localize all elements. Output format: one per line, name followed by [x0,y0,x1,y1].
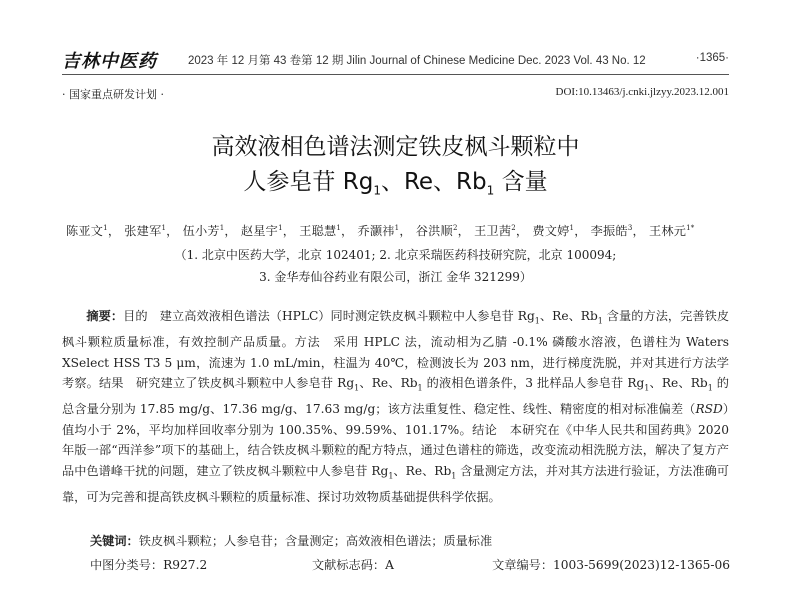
author: 张建军$^1$， [124,223,179,238]
journal-issue-info: 2023 年 12 月第 43 卷第 12 期 Jilin Journal of Chinese Medicine Dec. 2023 Vol. 43 No. 12 [188,55,646,67]
subscript: 1 [486,183,495,198]
author: 赵星宇$^1$， [240,223,296,238]
subscript: 1 [373,183,381,198]
keywords-value: 铁皮枫斗颗粒；人参皂苷；含量测定；高效液相色谱法；质量标准 [138,534,493,548]
classification-row [90,556,730,574]
running-header [62,50,729,70]
header-rule [62,74,729,75]
document-code: 文献标志码：A [312,558,394,572]
article-title [0,130,791,209]
keywords [90,532,730,549]
article-category: · 国家重点研发计划 · [62,88,164,101]
author: 费文婷$^1$， [532,223,587,238]
author-list [66,222,736,239]
abstract-label: 摘要： [86,309,124,323]
journal-logo: 吉林中医药 [62,51,157,72]
title-line-2 [0,165,791,209]
author: 李振皓$^3$， [590,223,645,238]
affiliation-line-2: 3. 金华寿仙谷药业有限公司，浙江 金华 321299） [259,270,532,284]
article-number: 文章编号：1003-5699(2023)12-1365-06 [492,558,730,572]
title-text: 人参皂苷 Rg [243,169,374,195]
doi[interactable]: DOI:10.13463/j.cnki.jlzyy.2023.12.001 [555,86,729,98]
author: 王林元$^{1*}$ [648,223,695,238]
author: 谷洪顺$^2$， [415,223,470,238]
keywords-label: 关键词： [90,534,139,548]
author: 伍小芳$^1$， [182,223,237,238]
author: 乔灏祎$^1$， [357,223,412,238]
page-number: ·1365· [695,52,729,64]
title-line-1: 高效液相色谱法测定铁皮枫斗颗粒中 [211,134,580,160]
title-text: 含量 [494,169,548,195]
affiliation-line-1: （1. 北京中医药大学，北京 102401; 2. 北京采瑞医药科技研究院，北京 100094; [174,248,617,262]
title-text: 、Re、Rb [380,169,487,195]
author: 王卫茜$^2$， [474,223,529,238]
author: 陈亚文$^1$， [66,223,121,238]
category-row [62,86,729,102]
abstract: 摘要：目的 建立高效液相色谱法（HPLC）同时测定铁皮枫斗颗粒中人参皂苷 $Rg_1$、Re、$Rb_1$ 含量的方法，完善铁皮枫斗颗粒质量标准，有效控制产品质量。方法 采用 HPLC 法，流动相为乙腈 -0.1% 磷酸水溶液，色谱柱为 Waters XSelect HSS T3 5 μm，流速为 1.0 mL/min，柱温为 40℃，检测波长为 203 nm，进行梯度洗脱，并对其进行方法学考察。结果 研究建立了铁皮枫斗颗粒中人参皂苷 $Rg_1$、Re、$Rb_1$ 的液相色谱条件，3 批样品人参皂苷 $Rg_1$、Re、$Rb_1$ 的总含量分别为 17.85 mg/g、17.36 mg/g、17.63 mg/g；该方法重复性、稳定性、线性、精密度的相对标准偏差（RSD）值均小于 2%，平均加样回收率分别为 100.35%、99.59%、101.17%。结论 本研究在《中华人民共和国药典》2020 年版一部“西洋参”项下的基础上，结合铁皮枫斗颗粒的配方特点，通过色谱柱的筛选，改变流动相洗脱方法，解决了复方产品中色谱峰干扰的问题，建立了铁皮枫斗颗粒中人参皂苷 $Rg_1$、Re、$Rb_1$ 含量测定方法，并对其方法进行验证，方法准确可靠，可为完善和提高铁皮枫斗颗粒的质量标准、探讨功效物质基础提供科学依据。 [62,309,730,505]
clc-number: 中图分类号：R927.2 [90,558,208,572]
author: 王聪慧$^1$， [299,223,354,238]
